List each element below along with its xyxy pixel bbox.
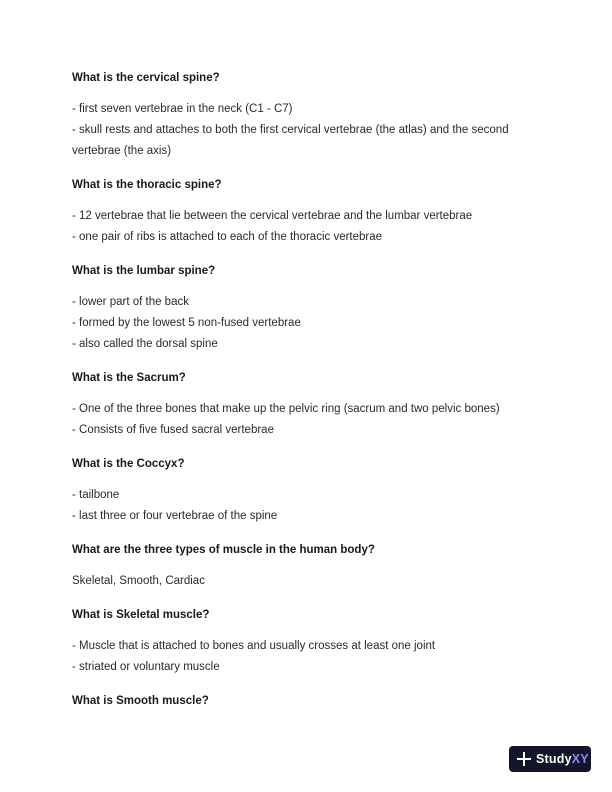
answer: [72, 206, 542, 248]
answer: [72, 485, 542, 527]
qa-item: [72, 540, 542, 592]
answer-line: - tailbone: [72, 489, 120, 501]
logo-text: [536, 752, 589, 766]
question: What is Smooth muscle?: [72, 695, 209, 707]
answer-line: - 12 vertebrae that lie between the cervical vertebrae and the lumbar vertebrae: [72, 210, 473, 222]
question: What is the cervical spine?: [72, 72, 220, 84]
answer-line: - striated or voluntary muscle: [72, 661, 220, 673]
answer: [72, 636, 542, 678]
answer-line: vertebrae (the axis): [72, 145, 172, 157]
answer-line: - also called the dorsal spine: [72, 338, 218, 350]
question: What is the Sacrum?: [72, 372, 186, 384]
answer-line: - One of the three bones that make up the pelvic ring (sacrum and two pelvic bones): [72, 403, 500, 415]
qa-item: [72, 605, 542, 678]
question: What is the thoracic spine?: [72, 179, 222, 191]
answer: [72, 399, 542, 441]
answer-line: - first seven vertebrae in the neck (C1 - C7): [72, 103, 293, 115]
document-page: [72, 68, 542, 722]
qa-item: [72, 261, 542, 355]
answer-line: - last three or four vertebrae of the spine: [72, 510, 278, 522]
plus-icon: [517, 752, 531, 766]
question: What is Skeletal muscle?: [72, 609, 210, 621]
answer-line: - Consists of five fused sacral vertebrae: [72, 424, 274, 436]
question: What are the three types of muscle in the human body?: [72, 544, 375, 556]
qa-item: [72, 454, 542, 527]
qa-item: [72, 68, 542, 162]
answer-line: - Muscle that is attached to bones and usually crosses at least one joint: [72, 640, 436, 652]
answer-line: - formed by the lowest 5 non-fused vertebrae: [72, 317, 301, 329]
answer-line: - skull rests and attaches to both the first cervical vertebrae (the atlas) and the second: [72, 124, 509, 136]
question: What is the Coccyx?: [72, 458, 185, 470]
question: What is the lumbar spine?: [72, 265, 216, 277]
answer-line: - one pair of ribs is attached to each of the thoracic vertebrae: [72, 231, 383, 243]
logo-name-accent: XY: [571, 752, 589, 766]
answer: [72, 571, 542, 592]
studyxy-logo[interactable]: [509, 746, 591, 772]
answer-line: Skeletal, Smooth, Cardiac: [72, 575, 205, 587]
logo-name-main: Study: [536, 752, 572, 766]
qa-item: [72, 691, 542, 711]
qa-item: [72, 368, 542, 441]
qa-item: [72, 175, 542, 248]
answer: [72, 292, 542, 355]
answer: [72, 99, 542, 162]
answer-line: - lower part of the back: [72, 296, 189, 308]
